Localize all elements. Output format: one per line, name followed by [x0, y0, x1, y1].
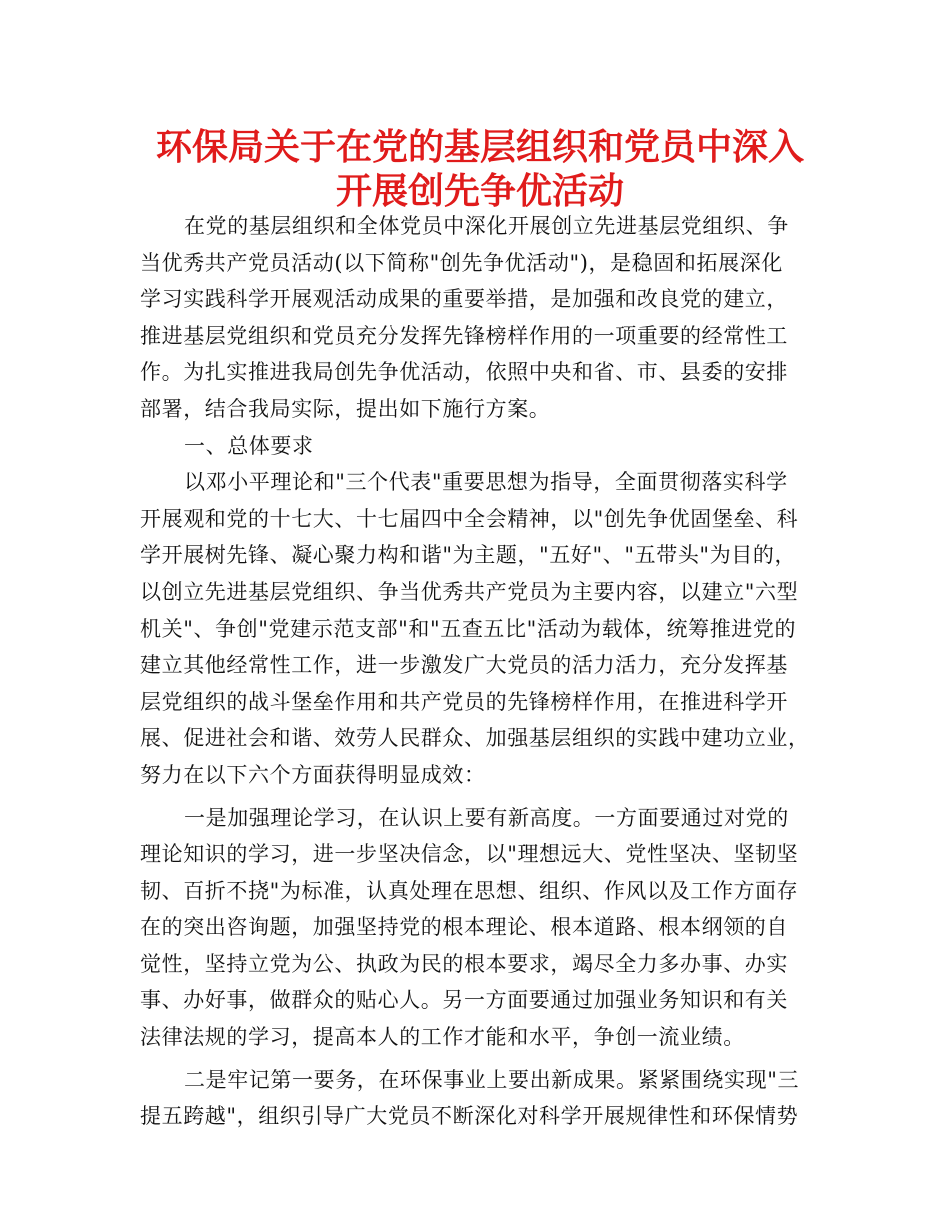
section-heading: 一、总体要求	[184, 433, 314, 458]
paragraph-intro-line: 作。为扎实推进我局创先争优活动，依照中央和省、市、县委的安排	[140, 360, 788, 385]
paragraph-intro-line: 推进基层党组织和党员充分发挥先锋榜样作用的一项重要的经常性工	[140, 323, 788, 348]
paragraph-intro-line: 当优秀共产党员活动(以下简称"创先争优活动")，是稳固和拓展深化	[140, 250, 783, 275]
paragraph-intro-line: 学习实践科学开展观活动成果的重要举措，是加强和改良党的建立，	[140, 287, 788, 312]
document-body	[140, 208, 830, 1135]
document-title-line-2: 开展创先争优活动	[335, 171, 624, 212]
paragraph-point-two-line: 二是牢记第一要务，在环保事业上要出新成果。紧紧围绕实现"三	[184, 1067, 800, 1092]
paragraph-intro-line: 部署，结合我局实际，提出如下施行方案。	[140, 396, 551, 421]
paragraph-point-one-line: 在的突出咨询题，加强坚持党的根本理论、根本道路、根本纲领的自	[140, 915, 788, 940]
paragraph-requirements-line: 学开展树先锋、凝心聚力构和谐"为主题，"五好"、"五带头"为目的，	[140, 543, 797, 568]
paragraph-point-two-line: 提五跨越"，组织引导广大党员不断深化对科学开展规律性和环保情势	[140, 1104, 799, 1129]
paragraph-point-one-line: 一是加强理论学习，在认识上要有新高度。一方面要通过对党的	[184, 805, 789, 830]
paragraph-requirements-line: 层党组织的战斗堡垒作用和共产党员的先锋榜样作用，在推进科学开	[140, 689, 788, 714]
paragraph-requirements-line: 机关"、争创"党建示范支部"和"五查五比"活动为载体，统筹推进党的	[140, 616, 797, 641]
document-title-line-1: 环保局关于在党的基层组织和党员中深入	[155, 127, 804, 168]
paragraph-point-one-line: 事、办好事，做群众的贴心人。另一方面要通过加强业务知识和有关	[140, 988, 788, 1013]
paragraph-intro-line: 在党的基层组织和全体党员中深化开展创立先进基层党组织、争	[184, 214, 789, 238]
paragraph-requirements-line: 努力在以下六个方面获得明显成效：	[140, 762, 486, 787]
paragraph-requirements-line: 以创立先进基层党组织、争当优秀共产党员为主要内容，以建立"六型	[140, 579, 799, 604]
paragraph-point-one-line: 法律法规的学习，提高本人的工作才能和水平，争创一流业绩。	[140, 1025, 745, 1050]
paragraph-point-one-line: 觉性，坚持立党为公、执政为民的根本要求，竭尽全力多办事、办实	[140, 951, 788, 976]
paragraph-requirements-line: 建立其他经常性工作，进一步激发广大党员的活力活力，充分发挥基	[140, 653, 788, 678]
paragraph-requirements-line: 开展观和党的十七大、十七届四中全会精神，以"创先争优固堡垒、科	[140, 506, 799, 531]
paragraph-requirements-line: 展、促进社会和谐、效劳人民群众、加强基层组织的实践中建功立业，	[140, 726, 810, 751]
paragraph-requirements-line: 以邓小平理论和"三个代表"重要思想为指导，全面贯彻落实科学	[184, 470, 788, 495]
paragraph-point-one-line: 理论知识的学习，进一步坚决信念，以"理想远大、党性坚决、坚韧坚	[140, 842, 799, 867]
paragraph-point-one-line: 韧、百折不挠"为标准，认真处理在思想、组织、作风以及工作方面存	[140, 878, 799, 903]
